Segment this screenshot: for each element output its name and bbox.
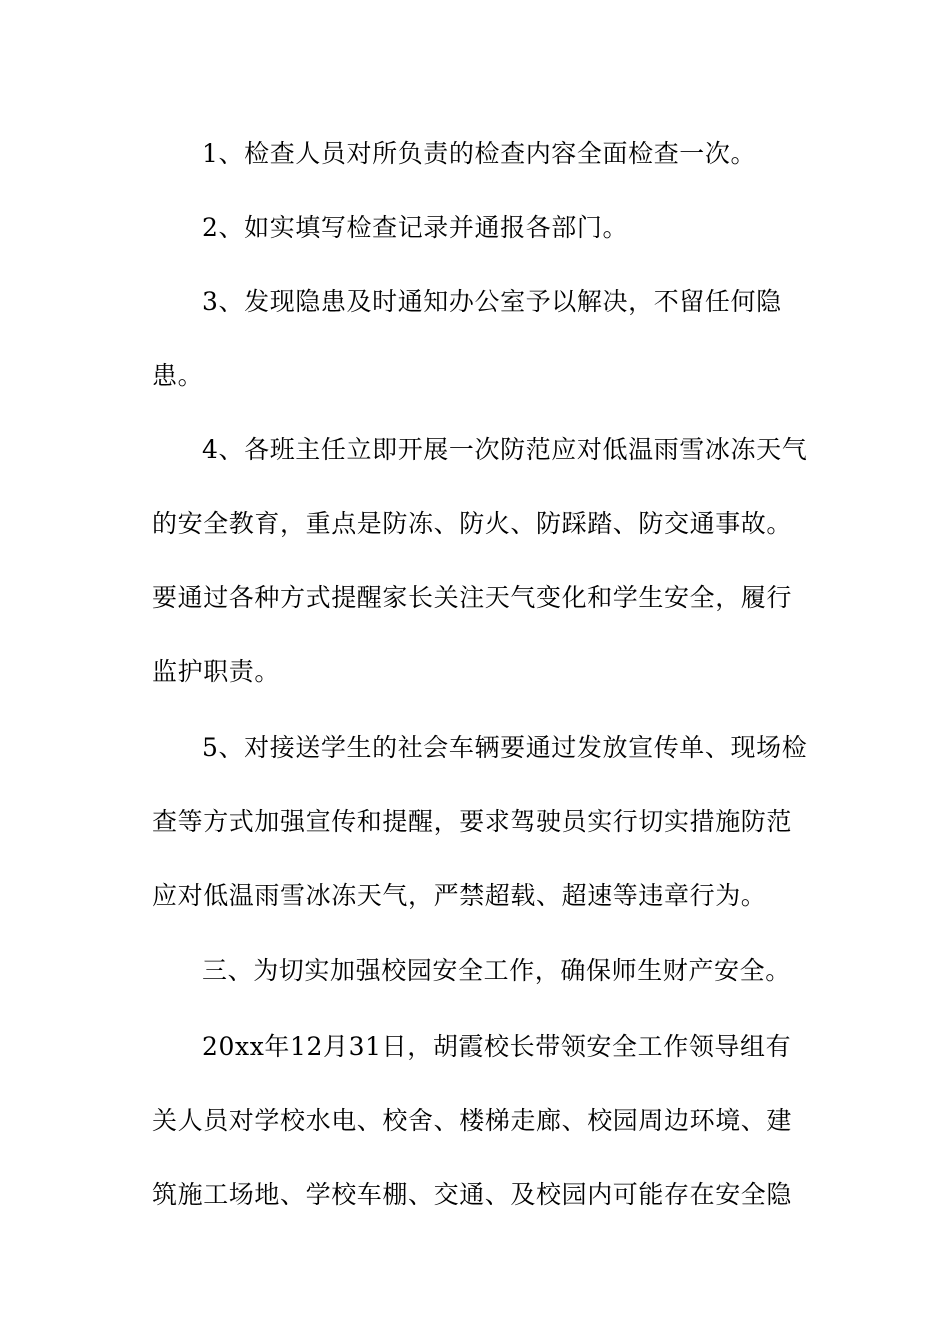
section-3-heading: 三、为切实加强校园安全工作，确保师生财产安全。 — [202, 956, 791, 985]
item-1-line: 1、检查人员对所负责的检查内容全面检查一次。 — [202, 139, 757, 168]
item-3-continuation: 患。 — [152, 361, 204, 390]
item-4-line: 4、各班主任立即开展一次防范应对低温雨雪冰冻天气 — [202, 435, 808, 464]
item-3-line: 3、发现隐患及时通知办公室予以解决，不留任何隐 — [202, 287, 782, 316]
item-5-line: 5、对接送学生的社会车辆要通过发放宣传单、现场检 — [202, 733, 808, 762]
item-4-continuation-1: 的安全教育，重点是防冻、防火、防踩踏、防交通事故。 — [152, 509, 793, 538]
paragraph-line-2: 关人员对学校水电、校舍、楼梯走廊、校园周边环境、建 — [152, 1106, 793, 1135]
item-5-continuation-1: 查等方式加强宣传和提醒，要求驾驶员实行切实措施防范 — [152, 807, 793, 836]
item-4-continuation-2: 要通过各种方式提醒家长关注天气变化和学生安全，履行 — [152, 583, 793, 612]
paragraph-line-3: 筑施工场地、学校车棚、交通、及校园内可能存在安全隐 — [152, 1180, 793, 1209]
item-4-continuation-3: 监护职责。 — [152, 657, 281, 686]
item-2-line: 2、如实填写检查记录并通报各部门。 — [202, 213, 629, 242]
item-5-continuation-2: 应对低温雨雪冰冻天气，严禁超载、超速等违章行为。 — [152, 881, 767, 910]
paragraph-line-1: 20xx年12月31日，胡霞校长带领安全工作领导组有 — [202, 1032, 792, 1061]
